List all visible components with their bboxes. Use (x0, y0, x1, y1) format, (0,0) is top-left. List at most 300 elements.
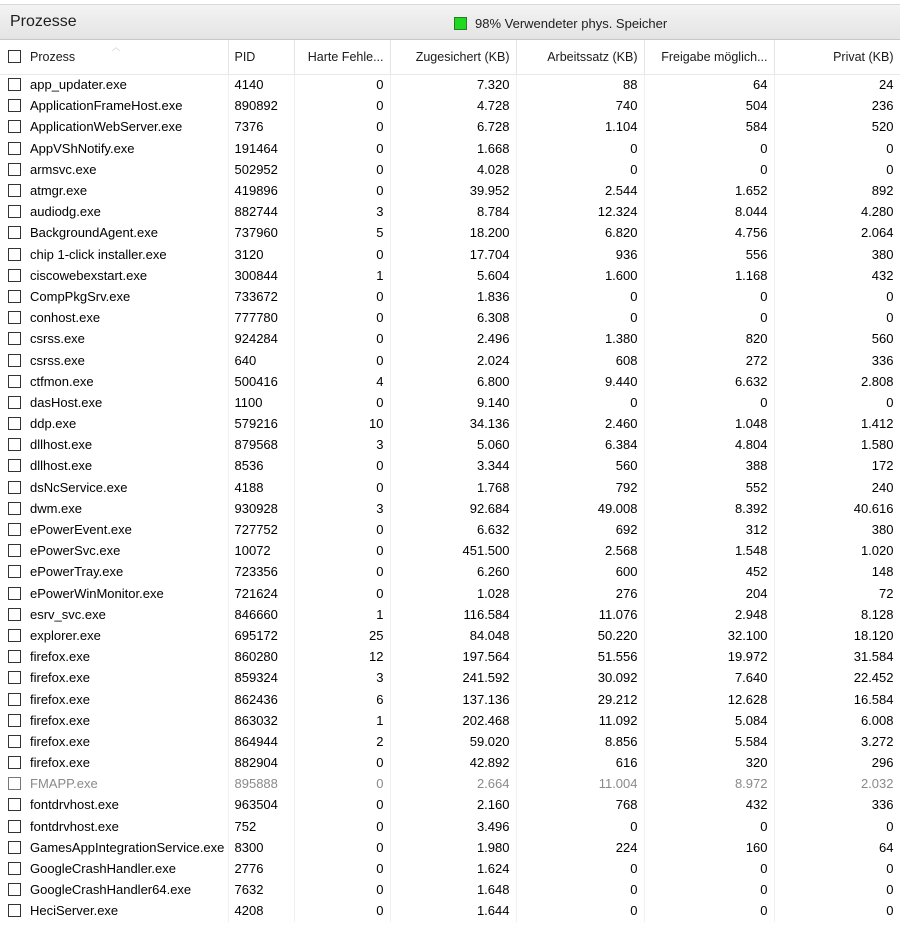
process-name: ePowerTray.exe (30, 564, 124, 580)
table-row[interactable] (0, 222, 900, 243)
row-checkbox[interactable] (8, 756, 21, 769)
cell-commit: 39.952 (390, 180, 516, 201)
cell-commit: 137.136 (390, 688, 516, 709)
process-name: dsNcService.exe (30, 479, 128, 495)
cell-working-set: 616 (516, 752, 644, 773)
cell-commit: 2.160 (390, 794, 516, 815)
table-row[interactable] (0, 561, 900, 582)
cell-commit: 6.308 (390, 307, 516, 328)
cell-hard-faults: 25 (294, 625, 390, 646)
cell-pid: 863032 (228, 710, 294, 731)
row-checkbox[interactable] (8, 311, 21, 324)
cell-private: 22.452 (774, 667, 900, 688)
row-checkbox[interactable] (8, 502, 21, 515)
cell-process (0, 858, 228, 879)
process-name: CompPkgSrv.exe (30, 288, 131, 304)
row-checkbox[interactable] (8, 608, 21, 621)
cell-working-set: 0 (516, 392, 644, 413)
cell-process (0, 794, 228, 815)
row-checkbox[interactable] (8, 714, 21, 727)
cell-working-set: 0 (516, 879, 644, 900)
table-row[interactable] (0, 180, 900, 201)
cell-working-set: 0 (516, 307, 644, 328)
table-row[interactable] (0, 794, 900, 815)
row-checkbox[interactable] (8, 883, 21, 896)
cell-process (0, 540, 228, 561)
cell-commit: 6.728 (390, 116, 516, 137)
process-name: fontdrvhost.exe (30, 818, 119, 834)
process-name: firefox.exe (30, 649, 90, 665)
cell-private: 520 (774, 116, 900, 137)
cell-process (0, 286, 228, 307)
cell-private: 0 (774, 392, 900, 413)
table-row[interactable] (0, 879, 900, 900)
cell-shareable: 556 (644, 244, 774, 265)
cell-private: 1.020 (774, 540, 900, 561)
cell-working-set: 30.092 (516, 667, 644, 688)
table-row[interactable] (0, 646, 900, 667)
cell-process (0, 371, 228, 392)
row-checkbox[interactable] (8, 693, 21, 706)
table-row[interactable] (0, 477, 900, 498)
cell-commit: 1.668 (390, 138, 516, 159)
cell-shareable: 584 (644, 116, 774, 137)
table-row[interactable] (0, 858, 900, 879)
cell-hard-faults: 0 (294, 879, 390, 900)
cell-private: 236 (774, 95, 900, 116)
cell-pid: 300844 (228, 265, 294, 286)
table-row[interactable] (0, 434, 900, 455)
cell-working-set: 224 (516, 837, 644, 858)
row-checkbox[interactable] (8, 459, 21, 472)
table-row[interactable] (0, 307, 900, 328)
cell-pid: 2776 (228, 858, 294, 879)
cell-shareable: 12.628 (644, 688, 774, 709)
cell-hard-faults: 3 (294, 201, 390, 222)
cell-commit: 9.140 (390, 392, 516, 413)
cell-pid: 7632 (228, 879, 294, 900)
cell-private: 2.064 (774, 222, 900, 243)
cell-pid: 8300 (228, 837, 294, 858)
cell-commit: 4.728 (390, 95, 516, 116)
table-row[interactable] (0, 498, 900, 519)
row-checkbox[interactable] (8, 523, 21, 536)
table-row[interactable] (0, 349, 900, 370)
row-checkbox[interactable] (8, 354, 21, 367)
row-checkbox[interactable] (8, 248, 21, 261)
cell-pid: 640 (228, 349, 294, 370)
cell-shareable: 1.168 (644, 265, 774, 286)
cell-pid: 500416 (228, 371, 294, 392)
row-checkbox[interactable] (8, 396, 21, 409)
cell-process (0, 138, 228, 159)
cell-private: 560 (774, 328, 900, 349)
cell-shareable: 0 (644, 858, 774, 879)
cell-commit: 3.344 (390, 455, 516, 476)
cell-commit: 2.496 (390, 328, 516, 349)
table-row[interactable] (0, 816, 900, 837)
cell-pid: 4140 (228, 74, 294, 95)
table-row[interactable] (0, 371, 900, 392)
cell-private: 16.584 (774, 688, 900, 709)
process-name: csrss.exe (30, 331, 85, 347)
table-row[interactable] (0, 519, 900, 540)
process-name: csrss.exe (30, 352, 85, 368)
column-header-process[interactable] (0, 40, 228, 74)
cell-process (0, 583, 228, 604)
process-name: esrv_svc.exe (30, 606, 106, 622)
cell-private: 24 (774, 74, 900, 95)
process-name: GoogleCrashHandler.exe (30, 861, 176, 877)
table-row[interactable] (0, 837, 900, 858)
cell-hard-faults: 3 (294, 498, 390, 519)
cell-private: 380 (774, 519, 900, 540)
process-name: dllhost.exe (30, 458, 93, 474)
cell-commit: 18.200 (390, 222, 516, 243)
cell-private: 72 (774, 583, 900, 604)
cell-working-set: 1.600 (516, 265, 644, 286)
memory-status (454, 15, 667, 31)
cell-shareable: 0 (644, 392, 774, 413)
cell-private: 18.120 (774, 625, 900, 646)
cell-commit: 34.136 (390, 413, 516, 434)
row-checkbox[interactable] (8, 184, 21, 197)
row-checkbox[interactable] (8, 735, 21, 748)
table-row[interactable] (0, 773, 900, 794)
cell-commit: 1.028 (390, 583, 516, 604)
memory-status-text: 98% Verwendeter phys. Speicher (475, 15, 668, 31)
cell-shareable: 0 (644, 307, 774, 328)
table-row[interactable] (0, 328, 900, 349)
cell-hard-faults: 0 (294, 286, 390, 307)
cell-hard-faults: 0 (294, 752, 390, 773)
row-checkbox[interactable] (8, 777, 21, 790)
column-header-pid[interactable]: PID (228, 40, 294, 74)
table-row[interactable] (0, 688, 900, 709)
cell-private: 6.008 (774, 710, 900, 731)
table-row[interactable] (0, 116, 900, 137)
cell-process (0, 244, 228, 265)
cell-commit: 197.564 (390, 646, 516, 667)
cell-private: 432 (774, 265, 900, 286)
cell-private: 148 (774, 561, 900, 582)
cell-process (0, 688, 228, 709)
cell-pid: 895888 (228, 773, 294, 794)
process-name: dllhost.exe (30, 437, 93, 453)
column-header-process-label: Prozess (30, 49, 76, 64)
cell-working-set: 2.460 (516, 413, 644, 434)
cell-hard-faults: 0 (294, 392, 390, 413)
cell-working-set: 49.008 (516, 498, 644, 519)
cell-pid: 721624 (228, 583, 294, 604)
cell-hard-faults: 0 (294, 74, 390, 95)
row-checkbox[interactable] (8, 629, 21, 642)
process-name: conhost.exe (30, 310, 101, 326)
cell-working-set: 792 (516, 477, 644, 498)
cell-pid: 3120 (228, 244, 294, 265)
cell-private: 2.808 (774, 371, 900, 392)
cell-working-set: 276 (516, 583, 644, 604)
table-row[interactable] (0, 392, 900, 413)
row-checkbox[interactable] (8, 650, 21, 663)
process-name: app_updater.exe (30, 77, 127, 93)
cell-process (0, 646, 228, 667)
cell-working-set: 0 (516, 900, 644, 921)
row-checkbox[interactable] (8, 841, 21, 854)
cell-working-set: 11.092 (516, 710, 644, 731)
cell-process (0, 222, 228, 243)
cell-working-set: 2.544 (516, 180, 644, 201)
table-row[interactable] (0, 95, 900, 116)
process-name: BackgroundAgent.exe (30, 225, 158, 241)
row-checkbox[interactable] (8, 565, 21, 578)
cell-hard-faults: 3 (294, 434, 390, 455)
memory-status-indicator-icon (454, 17, 467, 30)
cell-private: 240 (774, 477, 900, 498)
cell-hard-faults: 3 (294, 667, 390, 688)
row-checkbox[interactable] (8, 99, 21, 112)
table-row[interactable] (0, 413, 900, 434)
table-row[interactable] (0, 583, 900, 604)
cell-process (0, 328, 228, 349)
cell-commit: 4.028 (390, 159, 516, 180)
row-checkbox[interactable] (8, 332, 21, 345)
cell-hard-faults: 0 (294, 116, 390, 137)
cell-pid: 8536 (228, 455, 294, 476)
cell-process (0, 879, 228, 900)
cell-pid: 864944 (228, 731, 294, 752)
cell-working-set: 740 (516, 95, 644, 116)
cell-commit: 92.684 (390, 498, 516, 519)
cell-hard-faults: 0 (294, 180, 390, 201)
cell-working-set: 9.440 (516, 371, 644, 392)
process-name: explorer.exe (30, 627, 101, 643)
cell-process (0, 837, 228, 858)
row-checkbox[interactable] (8, 904, 21, 917)
row-checkbox[interactable] (8, 205, 21, 218)
cell-commit: 451.500 (390, 540, 516, 561)
row-checkbox[interactable] (8, 120, 21, 133)
cell-process (0, 392, 228, 413)
cell-private: 0 (774, 858, 900, 879)
table-row[interactable] (0, 286, 900, 307)
process-name: firefox.exe (30, 670, 90, 686)
cell-hard-faults: 0 (294, 138, 390, 159)
cell-pid: 10072 (228, 540, 294, 561)
cell-process (0, 349, 228, 370)
row-checkbox[interactable] (8, 438, 21, 451)
cell-hard-faults: 0 (294, 349, 390, 370)
cell-pid: 930928 (228, 498, 294, 519)
cell-process (0, 477, 228, 498)
table-row[interactable] (0, 900, 900, 921)
cell-working-set: 51.556 (516, 646, 644, 667)
cell-hard-faults: 0 (294, 858, 390, 879)
row-checkbox[interactable] (8, 290, 21, 303)
cell-pid: 963504 (228, 794, 294, 815)
row-checkbox[interactable] (8, 820, 21, 833)
cell-process (0, 498, 228, 519)
cell-pid: 723356 (228, 561, 294, 582)
cell-working-set: 600 (516, 561, 644, 582)
cell-commit: 202.468 (390, 710, 516, 731)
process-name: GoogleCrashHandler64.exe (30, 882, 192, 898)
row-checkbox[interactable] (8, 417, 21, 430)
table-row[interactable] (0, 540, 900, 561)
cell-working-set: 2.568 (516, 540, 644, 561)
cell-shareable: 64 (644, 74, 774, 95)
table-row[interactable] (0, 625, 900, 646)
cell-shareable: 8.392 (644, 498, 774, 519)
cell-hard-faults: 0 (294, 900, 390, 921)
process-name: armsvc.exe (30, 161, 97, 177)
cell-commit: 2.664 (390, 773, 516, 794)
process-name: ePowerWinMonitor.exe (30, 585, 164, 601)
row-checkbox[interactable] (8, 226, 21, 239)
row-checkbox[interactable] (8, 163, 21, 176)
cell-commit: 42.892 (390, 752, 516, 773)
cell-shareable: 0 (644, 138, 774, 159)
cell-hard-faults: 0 (294, 561, 390, 582)
cell-commit: 1.768 (390, 477, 516, 498)
cell-pid: 859324 (228, 667, 294, 688)
cell-commit: 5.060 (390, 434, 516, 455)
cell-working-set: 0 (516, 816, 644, 837)
row-checkbox[interactable] (8, 798, 21, 811)
cell-pid: 1100 (228, 392, 294, 413)
row-checkbox[interactable] (8, 142, 21, 155)
table-row[interactable] (0, 201, 900, 222)
cell-process (0, 816, 228, 837)
cell-private: 0 (774, 900, 900, 921)
row-checkbox[interactable] (8, 78, 21, 91)
cell-shareable: 1.652 (644, 180, 774, 201)
cell-shareable: 1.548 (644, 540, 774, 561)
cell-shareable: 432 (644, 794, 774, 815)
cell-hard-faults: 0 (294, 583, 390, 604)
cell-private: 172 (774, 455, 900, 476)
row-checkbox[interactable] (8, 671, 21, 684)
process-name: HeciServer.exe (30, 903, 119, 919)
table-row[interactable] (0, 710, 900, 731)
row-checkbox[interactable] (8, 544, 21, 557)
cell-shareable: 0 (644, 900, 774, 921)
table-row[interactable] (0, 731, 900, 752)
cell-private: 0 (774, 816, 900, 837)
cell-process (0, 201, 228, 222)
cell-commit: 116.584 (390, 604, 516, 625)
cell-pid: 7376 (228, 116, 294, 137)
cell-hard-faults: 5 (294, 222, 390, 243)
cell-shareable: 0 (644, 879, 774, 900)
cell-working-set: 608 (516, 349, 644, 370)
cell-process (0, 752, 228, 773)
table-row[interactable] (0, 138, 900, 159)
process-name: firefox.exe (30, 712, 90, 728)
cell-commit: 1.648 (390, 879, 516, 900)
cell-hard-faults: 0 (294, 794, 390, 815)
process-name: firefox.exe (30, 733, 90, 749)
cell-shareable: 0 (644, 286, 774, 307)
cell-private: 0 (774, 307, 900, 328)
cell-working-set: 12.324 (516, 201, 644, 222)
cell-shareable: 2.948 (644, 604, 774, 625)
column-header-working-set[interactable]: Arbeitssatz (KB) (516, 40, 644, 74)
cell-shareable: 0 (644, 816, 774, 837)
cell-hard-faults: 0 (294, 519, 390, 540)
cell-shareable: 5.584 (644, 731, 774, 752)
table-row[interactable] (0, 604, 900, 625)
cell-private: 380 (774, 244, 900, 265)
cell-pid: 846660 (228, 604, 294, 625)
cell-commit: 6.260 (390, 561, 516, 582)
select-all-checkbox[interactable] (8, 50, 21, 63)
cell-hard-faults: 4 (294, 371, 390, 392)
cell-shareable: 388 (644, 455, 774, 476)
row-checkbox[interactable] (8, 862, 21, 875)
table-row[interactable] (0, 455, 900, 476)
processes-section-header[interactable] (0, 5, 900, 40)
cell-commit: 59.020 (390, 731, 516, 752)
table-row[interactable] (0, 265, 900, 286)
cell-hard-faults: 1 (294, 604, 390, 625)
process-name: GamesAppIntegrationService.exe (30, 839, 225, 855)
table-row[interactable] (0, 159, 900, 180)
cell-private: 31.584 (774, 646, 900, 667)
table-row[interactable] (0, 667, 900, 688)
cell-working-set: 88 (516, 74, 644, 95)
row-checkbox[interactable] (8, 375, 21, 388)
table-row[interactable] (0, 74, 900, 95)
process-name: firefox.exe (30, 755, 90, 771)
cell-pid: 579216 (228, 413, 294, 434)
cell-hard-faults: 0 (294, 540, 390, 561)
cell-hard-faults: 0 (294, 816, 390, 837)
cell-commit: 2.024 (390, 349, 516, 370)
cell-process (0, 180, 228, 201)
cell-shareable: 320 (644, 752, 774, 773)
cell-hard-faults: 12 (294, 646, 390, 667)
table-row[interactable] (0, 244, 900, 265)
column-header-shareable[interactable]: Freigabe möglich... (644, 40, 774, 74)
cell-private: 1.580 (774, 434, 900, 455)
process-name: AppVShNotify.exe (30, 140, 135, 156)
cell-pid: 4208 (228, 900, 294, 921)
cell-shareable: 312 (644, 519, 774, 540)
cell-shareable: 820 (644, 328, 774, 349)
column-header-private[interactable]: Privat (KB) (774, 40, 900, 74)
column-header-hard-faults[interactable]: Harte Fehle... (294, 40, 390, 74)
row-checkbox[interactable] (8, 269, 21, 282)
row-checkbox[interactable] (8, 587, 21, 600)
cell-working-set: 560 (516, 455, 644, 476)
cell-private: 0 (774, 159, 900, 180)
column-header-commit[interactable]: Zugesichert (KB) (390, 40, 516, 74)
cell-pid: 4188 (228, 477, 294, 498)
row-checkbox[interactable] (8, 481, 21, 494)
cell-process (0, 159, 228, 180)
cell-shareable: 0 (644, 159, 774, 180)
section-title: Prozesse (10, 13, 77, 30)
process-name: fontdrvhost.exe (30, 797, 119, 813)
cell-process (0, 519, 228, 540)
cell-commit: 1.836 (390, 286, 516, 307)
table-row[interactable] (0, 752, 900, 773)
process-table (0, 40, 900, 922)
cell-shareable: 32.100 (644, 625, 774, 646)
cell-commit: 3.496 (390, 816, 516, 837)
sort-ascending-icon: ︿ (112, 43, 120, 52)
